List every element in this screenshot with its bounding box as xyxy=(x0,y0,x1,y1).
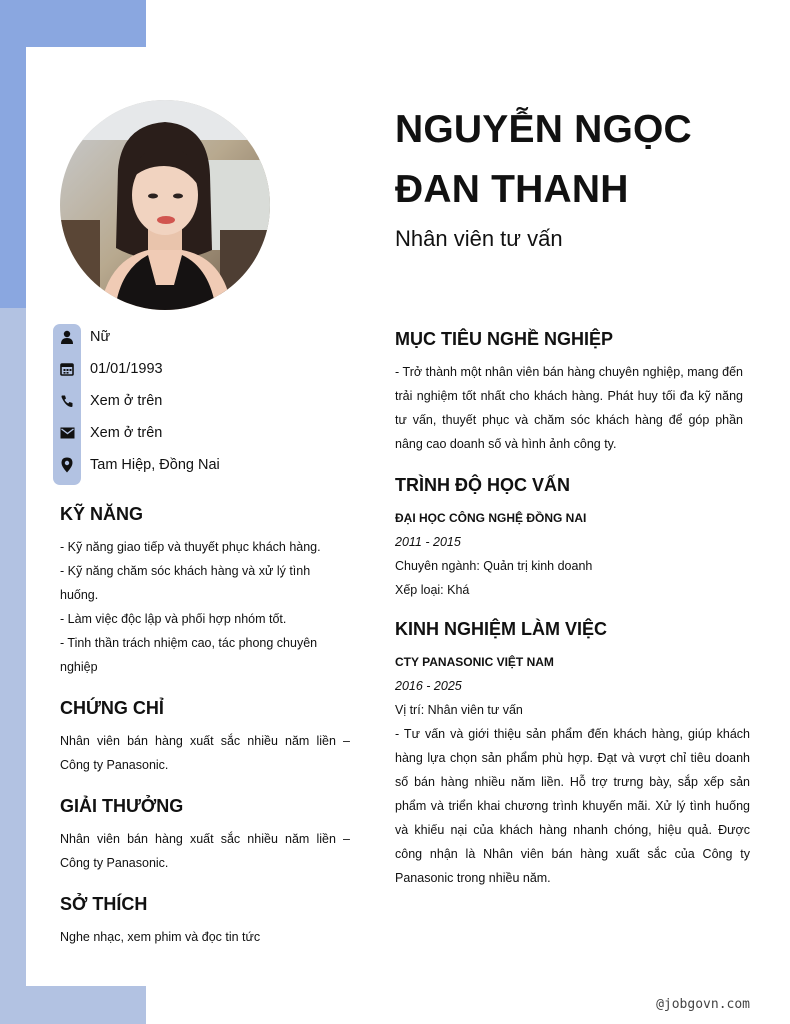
profile-photo xyxy=(60,100,270,310)
mail-icon xyxy=(53,427,81,439)
skill-item: - Kỹ năng giao tiếp và thuyết phục khách hàng. xyxy=(60,540,321,554)
experience-title: KINH NGHIỆM LÀM VIỆC xyxy=(395,619,608,639)
awards-text: Nhân viên bán hàng xuất sắc nhiều năm liền – Công ty Panasonic. xyxy=(60,832,350,870)
watermark: @jobgovn.com xyxy=(656,997,750,1012)
contact-phone xyxy=(53,385,162,417)
candidate-name-line1: NGUYỄN NGỌC xyxy=(395,108,692,151)
experience-block xyxy=(395,650,750,890)
hobbies-text: Nghe nhạc, xem phim và đọc tin tức xyxy=(60,930,261,944)
phone-icon xyxy=(53,394,81,408)
address-value: Tam Hiệp, Đồng Nai xyxy=(90,457,220,473)
gender-value: Nữ xyxy=(90,329,111,345)
email-value: Xem ở trên xyxy=(90,425,163,441)
contact-birthday xyxy=(53,353,163,385)
experience-description: - Tư vấn và giới thiệu sản phẩm đến khách hàng, giúp khách hàng lựa chọn sản phẩm phù hợp. Đạt và vượt chỉ tiêu doanh số bán hàng nhiều năm liền. Hỗ trợ trưng bày, sắp xếp sản phẩm và triển khai chương trình khuyến mãi. Xử lý tình huống và khiếu nại của khách hàng nhanh chóng, hiệu quả. Được công nhận là Nhân viên bán hàng xuất sắc của Công ty Panasonic trong nhiều năm. xyxy=(395,727,750,885)
school-name: ĐẠI HỌC CÔNG NGHỆ ĐỒNG NAI xyxy=(395,511,587,525)
certificates-title: CHỨNG CHỈ xyxy=(60,698,164,718)
education-title: TRÌNH ĐỘ HỌC VẤN xyxy=(395,475,570,495)
skill-item: - Tinh thần trách nhiệm cao, tác phong chuyên nghiệp xyxy=(60,636,318,674)
experience-position: Vị trí: Nhân viên tư vấn xyxy=(395,703,523,717)
phone-value: Xem ở trên xyxy=(90,393,163,409)
company-name: CTY PANASONIC VIỆT NAM xyxy=(395,655,554,669)
decor-block-bottom xyxy=(0,986,146,1024)
candidate-name-line2: ĐAN THANH xyxy=(395,168,629,211)
certificates-text: Nhân viên bán hàng xuất sắc nhiều năm liền – Công ty Panasonic. xyxy=(60,734,350,772)
objective-text: - Trở thành một nhân viên bán hàng chuyên nghiệp, mang đến trải nghiệm tốt nhất cho khách hàng. Phát huy tối đa kỹ năng tư vấn, thuyết phục và chăm sóc khách hàng để góp phần nâng cao doanh số và hình ảnh công ty. xyxy=(395,365,743,451)
experience-period: 2016 - 2025 xyxy=(395,679,462,693)
location-pin-icon xyxy=(53,457,81,473)
education-block xyxy=(395,506,750,602)
awards-title: GIẢI THƯỞNG xyxy=(60,796,184,816)
education-grade: Xếp loại: Khá xyxy=(395,583,470,597)
education-major: Chuyên ngành: Quản trị kinh doanh xyxy=(395,559,593,573)
skills-title: KỸ NĂNG xyxy=(60,504,144,524)
skill-item: - Làm việc độc lập và phối hợp nhóm tốt. xyxy=(60,612,287,626)
hobbies-title: SỞ THÍCH xyxy=(60,894,148,914)
contact-email xyxy=(53,417,162,449)
job-title: Nhân viên tư vấn xyxy=(395,226,563,251)
education-period: 2011 - 2015 xyxy=(395,535,461,549)
candidate-name xyxy=(395,100,775,220)
skills-list xyxy=(60,535,350,679)
person-icon xyxy=(53,330,81,344)
birthday-value: 01/01/1993 xyxy=(90,361,163,377)
objective-title: MỤC TIÊU NGHỀ NGHIỆP xyxy=(395,329,614,349)
skill-item: - Kỹ năng chăm sóc khách hàng và xử lý tình huống. xyxy=(60,564,311,602)
contact-gender xyxy=(53,321,110,353)
calendar-icon xyxy=(53,362,81,376)
contact-address xyxy=(53,449,220,481)
